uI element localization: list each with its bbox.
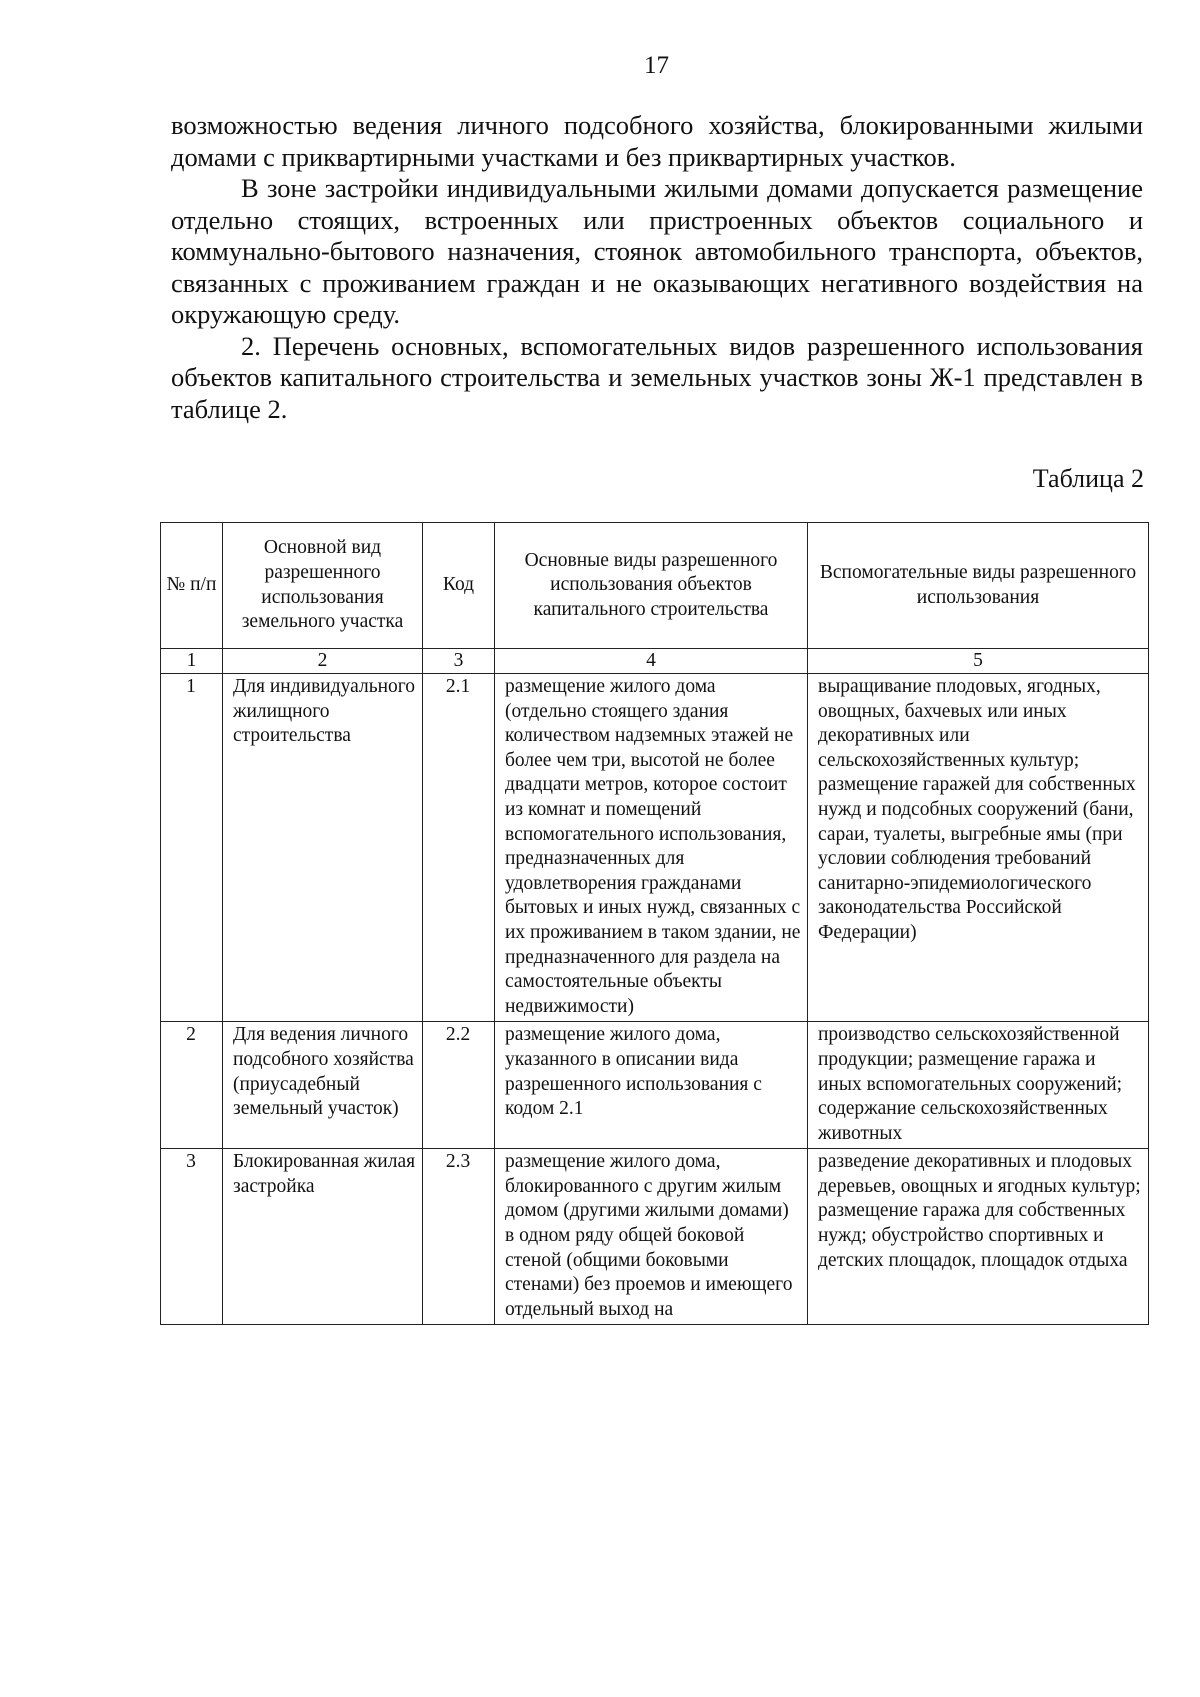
header-code: Код — [423, 523, 495, 649]
column-number-row — [161, 649, 1149, 674]
land-use-cell: Блокированная жилая застройка — [223, 1149, 423, 1325]
auxiliary-uses-cell: выращивание плодовых, ягодных, овощных, бахчевых или иных декоративных или сельскохозяйственных культур; размещение гаражей для собственных нужд и подсобных сооружений (бани, сараи, туалеты, выгребные ямы (при условии соблюдения требований санитарно-эпидемиологического законодательства Российской Федерации) — [808, 674, 1149, 1022]
land-use-table — [160, 522, 1149, 1325]
table-caption: Таблица 2 — [1032, 464, 1144, 493]
code-cell: 2.1 — [423, 674, 495, 1022]
table-header-row — [161, 523, 1149, 649]
auxiliary-uses-cell: разведение декоративных и плодовых деревьев, овощных и ягодных культур; размещение гаража для собственных нужд; обустройство спортивных и детских площадок, площадок отдыха — [808, 1149, 1149, 1325]
paragraph-zone-description: В зоне застройки индивидуальными жилыми домами допускается размещение отдельно стоящих, встроенных или пристроенных объектов социального и коммунально-бытового назначения, стоянок автомобильного транспорта, объектов, связанных с проживанием граждан и не оказывающих негативного воздействия на окружающую среду. — [171, 173, 1143, 329]
table-row — [161, 1149, 1149, 1325]
body-text — [171, 110, 1143, 425]
main-uses-cell: размещение жилого дома, указанного в описании вида разрешенного использования с кодом 2.1 — [495, 1022, 808, 1149]
header-number: № п/п — [161, 523, 223, 649]
code-cell: 2.3 — [423, 1149, 495, 1325]
auxiliary-uses-cell: производство сельскохозяйственной продукции; размещение гаража и иных вспомогательных сооружений; содержание сельскохозяйственных животных — [808, 1022, 1149, 1149]
row-number: 2 — [161, 1022, 223, 1149]
paragraph-continuation: возможностью ведения личного подсобного хозяйства, блокированными жилыми домами с приквартирными участками и без приквартирных участков. — [171, 110, 1143, 172]
column-number: 5 — [808, 649, 1149, 674]
column-number: 3 — [423, 649, 495, 674]
land-use-cell: Для индивидуального жилищного строительства — [223, 674, 423, 1022]
main-uses-cell: размещение жилого дома (отдельно стоящего здания количеством надземных этажей не более чем три, высотой не более двадцати метров, которое состоит из комнат и помещений вспомогательного использования, предназначенных для удовлетворения гражданами бытовых и иных нужд, связанных с их проживанием в таком здании, не предназначенного для раздела на самостоятельные объекты недвижимости) — [495, 674, 808, 1022]
table-row — [161, 1022, 1149, 1149]
page-number: 17 — [644, 52, 669, 79]
column-number: 2 — [223, 649, 423, 674]
row-number: 1 — [161, 674, 223, 1022]
code-cell: 2.2 — [423, 1022, 495, 1149]
column-number: 4 — [495, 649, 808, 674]
land-use-cell: Для ведения личного подсобного хозяйства (приусадебный земельный участок) — [223, 1022, 423, 1149]
row-number: 3 — [161, 1149, 223, 1325]
main-uses-cell: размещение жилого дома, блокированного с другим жилым домом (другими жилыми домами) в одном ряду общей боковой стеной (общими боковыми стенами) без проемов и имеющего отдельный выход на — [495, 1149, 808, 1325]
header-auxiliary-uses: Вспомогательные виды разрешенного использования — [808, 523, 1149, 649]
header-land-use: Основной вид разрешенного использования земельного участка — [223, 523, 423, 649]
column-number: 1 — [161, 649, 223, 674]
header-main-uses: Основные виды разрешенного использования объектов капитального строительства — [495, 523, 808, 649]
table-row — [161, 674, 1149, 1022]
paragraph-table-reference: 2. Перечень основных, вспомогательных видов разрешенного использования объектов капитального строительства и земельных участков зоны Ж-1 представлен в таблице 2. — [171, 330, 1143, 424]
